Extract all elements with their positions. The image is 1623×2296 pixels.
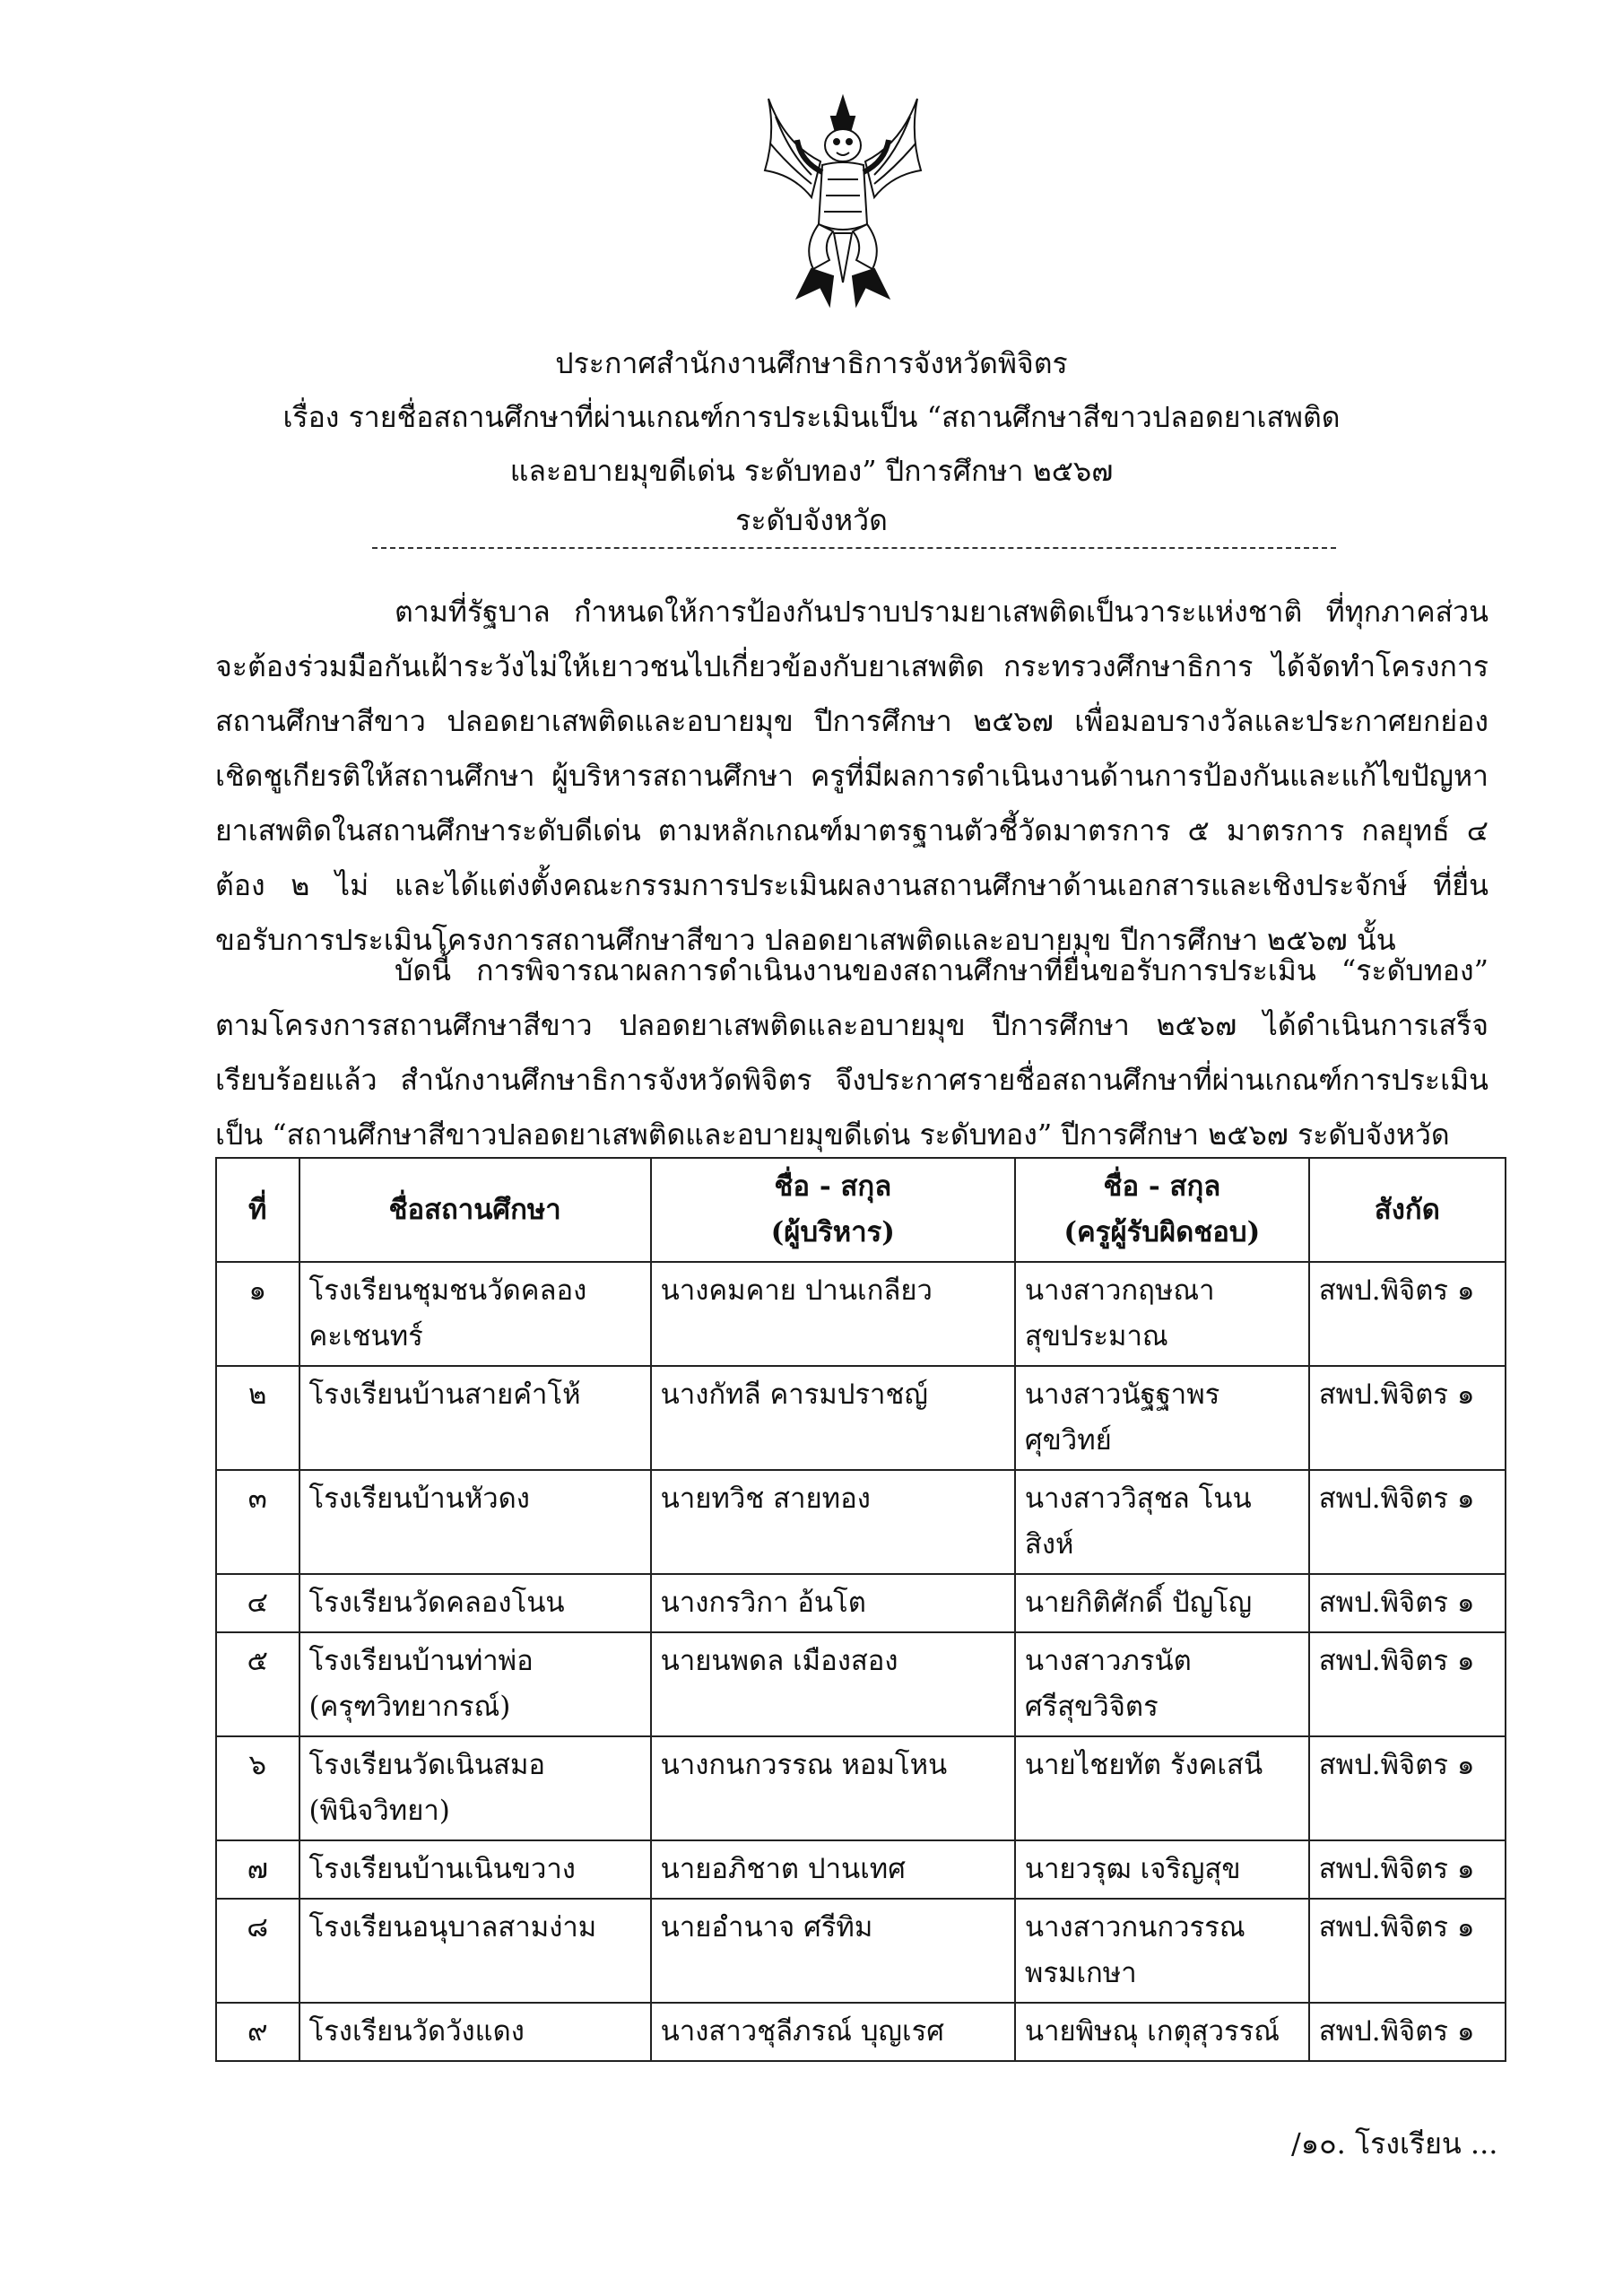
affiliation-text: สพป.พิจิตร ๑ [1318,1274,1475,1307]
teacher-name [1015,1366,1309,1470]
row-number-text: ๗ [247,1853,268,1885]
affiliation-text: สพป.พิจิตร ๑ [1318,1378,1475,1411]
administrator-name-text: นายอภิชาต ปานเทศ [660,1853,906,1885]
teacher-name [1015,1574,1309,1632]
school-name [299,1632,651,1736]
table-row [216,1262,1506,1366]
school-name [299,2003,651,2061]
awardee-table [215,1157,1506,2062]
school-name-text: โรงเรียนชุมชนวัดคลอง [308,1274,587,1307]
row-number-text: ๓ [247,1483,267,1515]
school-name [299,1262,651,1366]
header-no: ที่ [216,1158,299,1262]
teacher-name-text: นายพิษณุ เกตุสุวรรณ์ [1024,2015,1280,2048]
affiliation [1309,1840,1506,1899]
administrator-name-text: นายอำนาจ ศรีทิม [660,1911,873,1944]
table-row [216,1899,1506,2003]
row-number [216,1262,299,1366]
affiliation-text: สพป.พิจิตร ๑ [1318,1587,1475,1619]
affiliation [1309,1899,1506,2003]
row-number-text: ๘ [247,1911,269,1944]
teacher-name [1015,1470,1309,1574]
affiliation [1309,1736,1506,1840]
row-number-text: ๕ [247,1645,268,1677]
administrator-name-text: นางกรวิกา อ้นโต [660,1587,866,1619]
teacher-name-text: นางสาวกฤษณา [1024,1274,1215,1307]
administrator-name [651,1632,1015,1736]
affiliation-text: สพป.พิจิตร ๑ [1318,1749,1475,1781]
row-number-text: ๒ [248,1378,267,1411]
affiliation [1309,1632,1506,1736]
table-row [216,2003,1506,2061]
affiliation-text: สพป.พิจิตร ๑ [1318,1911,1475,1944]
row-number-text: ๔ [247,1587,268,1619]
school-name [299,1840,651,1899]
header-school: ชื่อสถานศึกษา [299,1158,651,1262]
affiliation-text: สพป.พิจิตร ๑ [1318,1853,1475,1885]
dashed-divider [372,547,1336,549]
row-number [216,1840,299,1899]
teacher-name-text: นางสาวกนกวรรณ [1024,1911,1245,1944]
announcement-title: ประกาศสำนักงานศึกษาธิการจังหวัดพิจิตร [555,346,1068,380]
header-administrator [651,1158,1015,1262]
school-name-text: โรงเรียนวัดคลองโนน [308,1587,565,1619]
teacher-name-text: นายกิติศักดิ์ ปัญโญ [1024,1587,1253,1619]
affiliation [1309,1262,1506,1366]
header-affiliation: สังกัด [1309,1158,1506,1262]
header-admin-line1: ชื่อ - สกุล [774,1170,892,1203]
row-number [216,1470,299,1574]
affiliation [1309,2003,1506,2061]
row-number [216,1632,299,1736]
paragraph-announcement: บัดนี้ การพิจารณาผลการดำเนินงานของสถานศึกษาที่ยื่นขอรับการประเมิน “ระดับทอง” ตามโครงการสถานศึกษาสีขาว ปลอดยาเสพติดและอบายมุข ปีการศึกษา ๒๕๖๗ ได้ดำเนินการเสร็จเรียบร้อยแล้ว สำนักงานศึกษาธิการจังหวัดพิจิตร จึงประกาศรายชื่อสถานศึกษาที่ผ่านเกณฑ์การประเมินเป็น “สถานศึกษาสีขาวปลอดยาเสพติดและอบายมุขดีเด่น ระดับทอง” ปีการศึกษา ๒๕๖๗ ระดับจังหวัด [215,953,1488,1152]
school-name-text: โรงเรียนวัดเนินสมอ [308,1749,546,1781]
administrator-name [651,1736,1015,1840]
table-row [216,1470,1506,1574]
school-name-text: โรงเรียนอนุบาลสามง่าม [308,1911,597,1944]
teacher-name-text: ศรีสุขวิจิตร [1024,1691,1159,1723]
affiliation-text: สพป.พิจิตร ๑ [1318,1645,1475,1677]
affiliation-text: สพป.พิจิตร ๑ [1318,1483,1475,1515]
teacher-name [1015,1899,1309,2003]
affiliation-text: สพป.พิจิตร ๑ [1318,2015,1475,2048]
school-name-text: โรงเรียนบ้านท่าพ่อ [308,1645,534,1677]
administrator-name-text: นางกนกวรรณ หอมโหน [660,1749,948,1781]
administrator-name [651,1470,1015,1574]
row-number [216,1366,299,1470]
school-name-text: โรงเรียนบ้านเนินขวาง [308,1853,576,1885]
row-number-text: ๖ [248,1749,267,1781]
teacher-name [1015,1840,1309,1899]
teacher-name [1015,1262,1309,1366]
school-name [299,1574,651,1632]
administrator-name [651,1899,1015,2003]
school-name [299,1736,651,1840]
administrator-name-text: นางคมคาย ปานเกลียว [660,1274,933,1307]
teacher-name-text: พรมเกษา [1024,1957,1137,1989]
school-name-text: (ครุฑวิทยากรณ์) [308,1691,511,1723]
administrator-name [651,1262,1015,1366]
affiliation [1309,1470,1506,1574]
table-row [216,1840,1506,1899]
garuda-emblem-icon [758,90,928,314]
header-teacher-line1: ชื่อ - สกุล [1103,1170,1221,1203]
row-number-text: ๑ [248,1274,267,1307]
school-name-text: โรงเรียนบ้านสายคำโห้ [308,1378,581,1411]
header-admin-line2: (ผู้บริหาร) [770,1216,895,1248]
header-teacher [1015,1158,1309,1262]
teacher-name-text: นางสาวนัฐฐาพร [1024,1378,1220,1411]
administrator-name [651,2003,1015,2061]
affiliation [1309,1574,1506,1632]
teacher-name [1015,1736,1309,1840]
level-line: ระดับจังหวัด [735,503,888,537]
row-number [216,2003,299,2061]
teacher-name [1015,2003,1309,2061]
teacher-name-text: นางสาววิสุชล โนนสิงห์ [1024,1483,1252,1561]
table-row [216,1632,1506,1736]
teacher-name-text: นายไชยทัต รังคเสนี [1024,1749,1263,1781]
school-name [299,1899,651,2003]
teacher-name-text: สุขประมาณ [1024,1320,1168,1352]
table-row [216,1366,1506,1470]
row-number [216,1899,299,2003]
administrator-name [651,1840,1015,1899]
table-row [216,1574,1506,1632]
administrator-name-text: นางกัทลี คารมปราชญ์ [660,1378,928,1411]
teacher-name-text: นางสาวภรนัต [1024,1645,1192,1677]
table-row [216,1736,1506,1840]
administrator-name-text: นายทวิช สายทอง [660,1483,871,1515]
row-number-text: ๙ [247,2015,268,2048]
school-name-text: (พินิจวิทยา) [308,1795,450,1827]
subject-line-continued: และอบายมุขดีเด่น ระดับทอง” ปีการศึกษา ๒๕๖๗ [509,454,1114,488]
affiliation [1309,1366,1506,1470]
subject-line: เรื่อง รายชื่อสถานศึกษาที่ผ่านเกณฑ์การประเมินเป็น “สถานศึกษาสีขาวปลอดยาเสพติด [282,400,1341,434]
school-name [299,1470,651,1574]
school-name [299,1366,651,1470]
teacher-name-text: นายวรุฒ เจริญสุข [1024,1853,1241,1885]
continuation-note: /๑๐. โรงเรียน ... [1291,2126,1498,2161]
header-teacher-line2: (ครูผู้รับผิดชอบ) [1063,1216,1261,1248]
school-name-text: โรงเรียนบ้านหัวดง [308,1483,530,1515]
administrator-name-text: นายนพดล เมืองสอง [660,1645,898,1677]
administrator-name [651,1366,1015,1470]
administrator-name-text: นางสาวชุลีภรณ์ บุญเรศ [660,2015,944,2048]
administrator-name [651,1574,1015,1632]
school-name-text: คะเชนทร์ [308,1320,423,1352]
table-header-row [216,1158,1506,1262]
row-number [216,1736,299,1840]
school-name-text: โรงเรียนวัดวังแดง [308,2015,525,2048]
teacher-name [1015,1632,1309,1736]
teacher-name-text: ศุขวิทย์ [1024,1424,1112,1457]
row-number [216,1574,299,1632]
paragraph-background: ตามที่รัฐบาล กำหนดให้การป้องกันปราบปรามยาเสพติดเป็นวาระแห่งชาติ ที่ทุกภาคส่วนจะต้องร่วมมือกันเฝ้าระวังไม่ให้เยาวชนไปเกี่ยวข้องกับยาเสพติด กระทรวงศึกษาธิการ ได้จัดทำโครงการสถานศึกษาสีขาว ปลอดยาเสพติดและอบายมุข ปีการศึกษา ๒๕๖๗ เพื่อมอบรางวัลและประกาศยกย่องเชิดชูเกียรติให้สถานศึกษา ผู้บริหารสถานศึกษา ครูที่มีผลการดำเนินงานด้านการป้องกันและแก้ไขปัญหายาเสพติดในสถานศึกษาระดับดีเด่น ตามหลักเกณฑ์มาตรฐานตัวชี้วัดมาตรการ ๕ มาตรการ กลยุทธ์ ๔ ต้อง ๒ ไม่ และได้แต่งตั้งคณะกรรมการประเมินผลงานสถานศึกษาด้านเอกสารและเชิงประจักษ์ ที่ยื่นขอรับการประเมินโครงการสถานศึกษาสีขาว ปลอดยาเสพติดและอบายมุข ปีการศึกษา ๒๕๖๗ นั้น [215,595,1488,957]
